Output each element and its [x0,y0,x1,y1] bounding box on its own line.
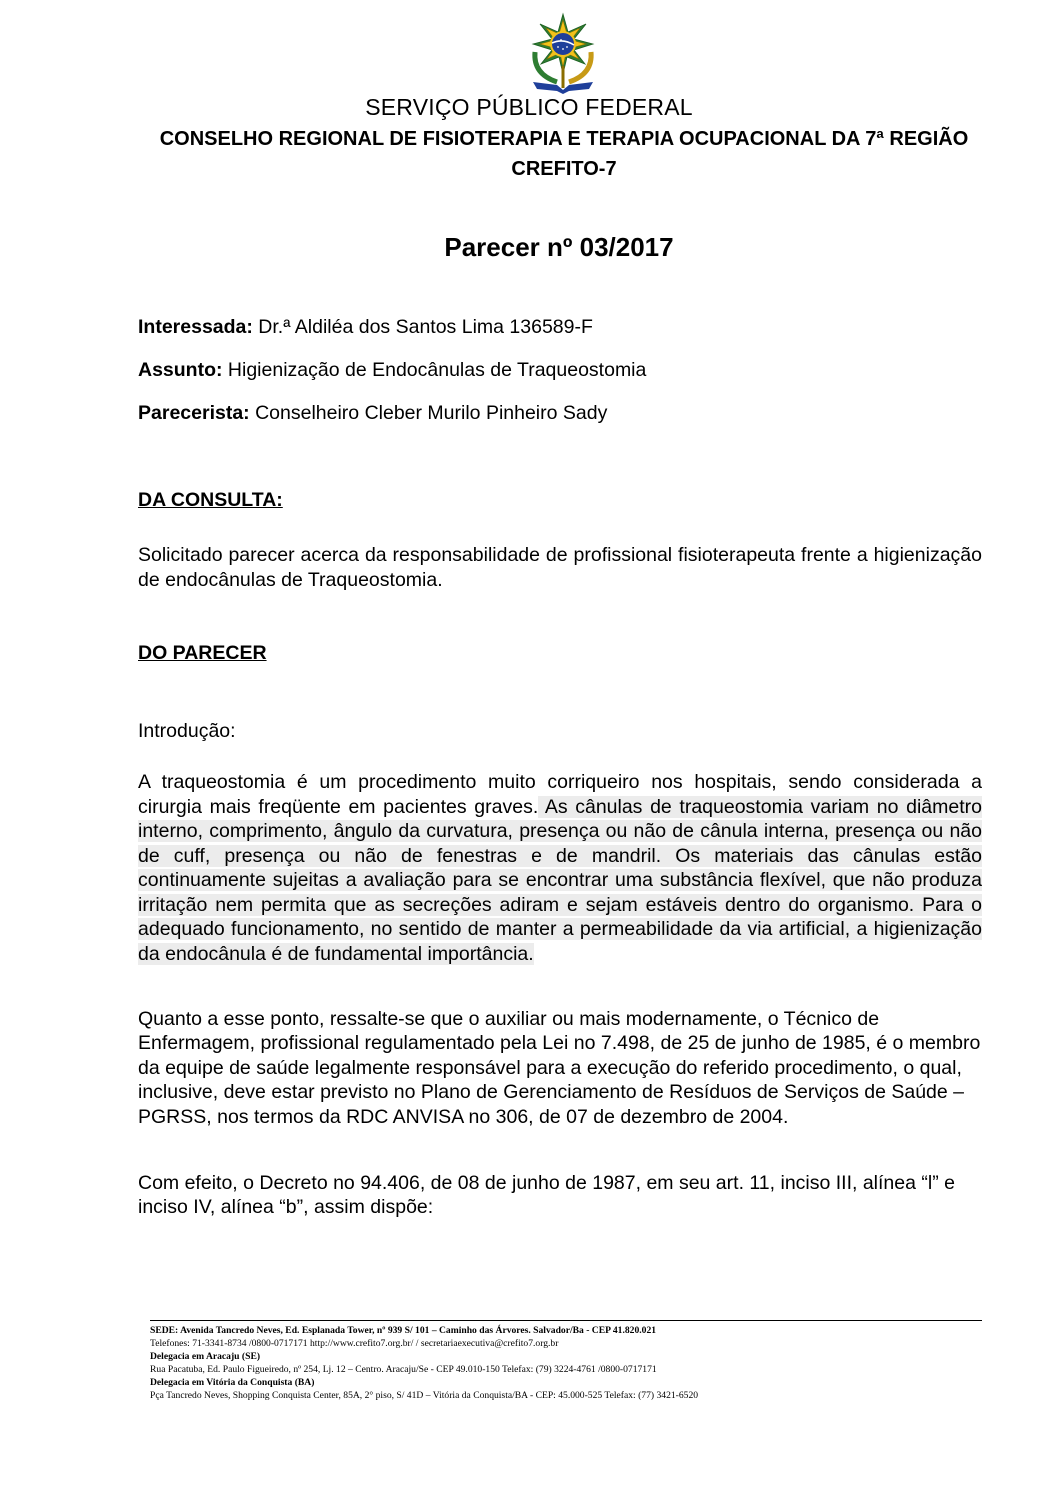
brazil-coat-of-arms-icon [527,12,599,94]
consulta-paragraph: Solicitado parecer acerca da responsabilidade de profissional fisioterapeuta frente a higienização de endocânulas de Traqueostomia. [138,544,982,591]
meta-subject-label: Assunto: [138,359,223,381]
service-heading: SERVIÇO PÚBLICO FEDERAL [365,94,693,120]
footer-sede: SEDE: Avenida Tancredo Neves, Ed. Esplanada Tower, nº 939 S/ 101 – Caminho das Árvores. Salvador/Ba - CEP 41.820.021 [150,1325,657,1336]
council-heading: CONSELHO REGIONAL DE FISIOTERAPIA E TERAPIA OCUPACIONAL DA 7ª REGIÃO [159,128,969,150]
meta-reviewer-value: Conselheiro Cleber Murilo Pinheiro Sady [249,402,608,424]
meta-interested [138,316,593,339]
council-short-name: CREFITO-7 [511,158,617,180]
footer-aracaju-title: Delegacia em Aracaju (SE) [150,1351,261,1362]
meta-interested-label: Interessada: [138,316,253,338]
footer-vitoria-title: Delegacia em Vitória da Conquista (BA) [150,1377,315,1388]
footer-divider [150,1320,982,1321]
intro-paragraph [138,770,982,966]
footer-aracaju-address: Rua Pacatuba, Ed. Paulo Figueiredo, nº 254, Lj. 12 – Centro. Aracaju/Se - CEP 49.010-150 Telefax: (79) 3224-4761 /0800-0717171 [150,1364,657,1375]
meta-subject [138,359,646,382]
meta-reviewer-label: Parecerista: [138,402,250,424]
meta-interested-value: Dr.ª Aldiléa dos Santos Lima 136589-F [252,316,593,338]
footer-phones: Telefones: 71-3341-8734 /0800-0717171 http://www.crefito7.org.br/ / secretariaexecutiva@crefito7.org.br [150,1338,559,1349]
decreto-paragraph: Com efeito, o Decreto no 94.406, de 08 de junho de 1987, em seu art. 11, inciso III, alínea “l” e inciso IV, alínea “b”, assim dispõe: [138,1172,955,1219]
intro-paragraph-lead: A traqueostomia é um procedimento muito corriqueiro nos hospitais, sendo considerada a cirurgia mais freqüente em pacientes graves. [138,771,982,818]
footer-vitoria-address: Pça Tancredo Neves, Shopping Conquista Center, 85A, 2° piso, S/ 41D – Vitória da Conquista/BA - CEP: 45.000-525 Telefax: (77) 3421-6520 [150,1390,699,1401]
intro-label: Introdução: [138,720,236,742]
quanto-paragraph: Quanto a esse ponto, ressalte-se que o auxiliar ou mais modernamente, o Técnico de Enfermagem, profissional regulamentado pela Lei no 7.498, de 25 de junho de 1985, é o membro da equipe de saúde legalmente responsável para a execução do referido procedimento, o qual, inclusive, deve estar previsto no Plano de Gerenciamento de Resíduos de Serviços de Saúde – PGRSS, nos termos da RDC ANVISA no 306, de 07 de dezembro de 2004. [138,1008,981,1128]
meta-subject-value: Higienização de Endocânulas de Traqueostomia [222,359,647,381]
parecer-heading: DO PARECER [138,642,267,664]
document-title: Parecer nº 03/2017 [444,232,674,262]
consulta-heading: DA CONSULTA: [138,489,283,511]
intro-paragraph-body: As cânulas de traqueostomia variam no diâmetro interno, comprimento, ângulo da curvatura, presença ou não de cânula interna, presença ou não de cuff, presença ou não de fenestras e de mandril. Os materiais das cânulas estão continuamente sujeitas a avaliação para se encontrar uma substância flexível, que não produza irritação nem permita que as secreções adiram e sejam estáveis dentro do organismo. Para o adequado funcionamento, no sentido de manter a permeabilidade da via artificial, a higienização da endocânula é de fundamental importância. [138,795,982,965]
meta-reviewer [138,402,607,425]
